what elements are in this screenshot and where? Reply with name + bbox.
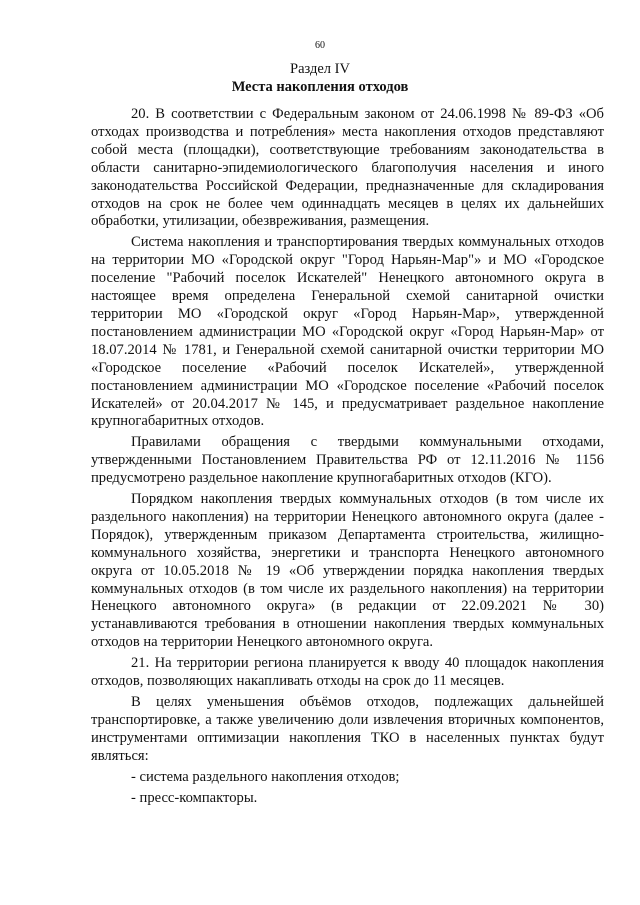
list-item: - пресс-компакторы. xyxy=(131,789,258,806)
paragraph-accumulation-order: Порядком накопления твердых коммунальных отходов (в том числе их раздельного накопления) на территории Ненецкого автономного округа (далее - Порядок), утвержденным приказом Департамента строительства, жилищно-коммунального хозяйства, энергетики и транспорта Ненецкого автономного округа от 10.05.2018 № 19 «Об утверждении порядка накопления твердых коммунальных отходов (в том числе их раздельного накопления) на территории Ненецкого автономного округа» (в редакции от 22.09.2021 № 30) устанавливаются требования в отношении накопления твердых коммунальных отходов на территории Ненецкого автономного округа. xyxy=(91,491,604,651)
document-body xyxy=(91,106,604,810)
section-heading xyxy=(0,60,640,96)
paragraph-21: 21. На территории региона планируется к вводу 40 площадок накопления отходов, позволяющих накапливать отходы на срок до 11 месяцев. xyxy=(91,655,604,690)
paragraph-optimization-tools: В целях уменьшения объёмов отходов, подлежащих дальнейшей транспортировке, а также увеличению доли извлечения вторичных компонентов, инструментами оптимизации накопления ТКО в населенных пунктах будут являться: xyxy=(91,694,604,764)
section-title: Места накопления отходов xyxy=(231,79,409,95)
list-item: - система раздельного накопления отходов; xyxy=(131,768,400,785)
page-number: 60 xyxy=(315,40,325,51)
section-label: Раздел IV xyxy=(290,61,350,77)
paragraph-20: 20. В соответствии с Федеральным законом от 24.06.1998 № 89-ФЗ «Об отходах производства и потребления» места накопления отходов представляют собой места (площадки), соответствующие требованиям законодательства в области санитарно-эпидемиологического благополучия населения и иного законодательства Российской Федерации, предназначенные для складирования отходов на срок не более чем одиннадцать месяцев в целях их дальнейших обработки, утилизации, обезвреживания, размещения. xyxy=(91,106,604,230)
paragraph-government-rules: Правилами обращения с твердыми коммунальными отходами, утвержденными Постановлением Правительства РФ от 12.11.2016 № 1156 предусмотрено раздельное накопление крупногабаритных отходов (КГО). xyxy=(91,434,604,487)
paragraph-collection-system: Система накопления и транспортирования твердых коммунальных отходов на территории МО «Городской округ "Город Нарьян-Мар"» и МО «Городское поселение "Рабочий поселок Искателей" Ненецкого автономного округа в настоящее время определена Генеральной схемой санитарной очистки территории МО «Городской округ «Город Нарьян-Мар», утвержденной постановлением администрации МО «Городской округ «Город Нарьян-Мар» от 18.07.2014 № 1781, и Генеральной схемой санитарной очистки территории МО «Городское поселение «Рабочий поселок Искателей», утвержденной постановлением администрации МО «Городское поселение «Рабочий поселок Искателей» от 20.04.2017 № 145, и предусматривает раздельное накопление крупногабаритных отходов. xyxy=(91,234,604,430)
